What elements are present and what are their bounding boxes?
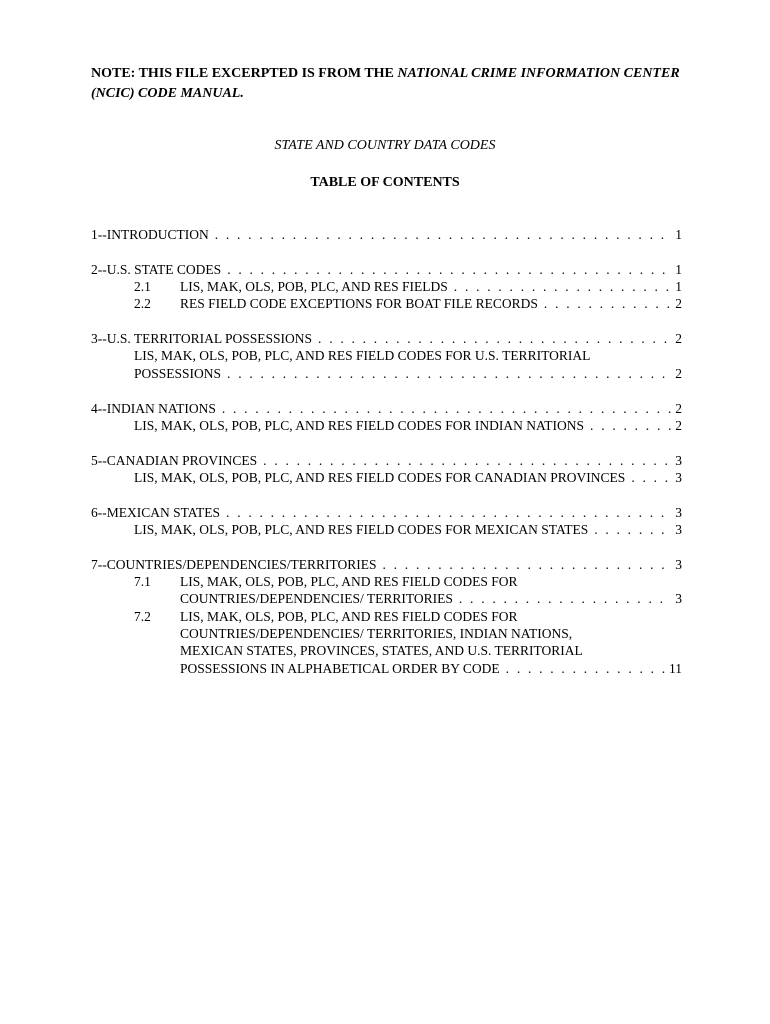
toc-subentry-title: COUNTRIES/DEPENDENCIES/ TERRITORIES — [180, 591, 453, 607]
toc-subentry-page: 3 — [675, 591, 682, 607]
toc-entry-page: 3 — [675, 504, 682, 520]
toc-subentry-page: 2 — [675, 417, 682, 433]
toc-subentry-page: 3 — [675, 469, 682, 485]
toc-entry-title: 3--U.S. TERRITORIAL POSSESSIONS — [91, 331, 313, 347]
toc-section-3 — [91, 330, 682, 382]
toc-subentry-page: 2 — [675, 296, 682, 312]
toc-entry-title: 4--INDIAN NATIONS — [91, 400, 216, 416]
dot-leader — [459, 590, 671, 607]
toc-subentry[interactable] — [91, 278, 682, 295]
dot-leader — [506, 660, 665, 677]
toc-subentry-line[interactable]: LIS, MAK, OLS, POB, PLC, AND RES FIELD CODES FOR U.S. TERRITORIAL — [134, 348, 591, 364]
toc-entry-page: 3 — [675, 452, 682, 468]
toc-subentry[interactable] — [91, 521, 682, 538]
toc-section-1 — [91, 226, 682, 243]
dot-leader — [383, 556, 672, 573]
toc-entry[interactable] — [91, 330, 682, 347]
dot-leader — [318, 330, 671, 347]
toc-entry[interactable] — [91, 226, 682, 243]
toc-section-6 — [91, 504, 682, 539]
toc-section-5 — [91, 452, 682, 487]
toc-entry[interactable] — [91, 452, 682, 469]
toc-subentry-line: LIS, MAK, OLS, POB, PLC, AND RES FIELD CODES FOR — [180, 574, 518, 590]
toc-entry-title: 6--MEXICAN STATES — [91, 504, 221, 520]
toc-entry-title: 1--INTRODUCTION — [91, 227, 209, 242]
toc-subentry-page: 1 — [675, 279, 682, 295]
toc-subentry-title: LIS, MAK, OLS, POB, PLC, AND RES FIELD CODES FOR MEXICAN STATES — [134, 522, 589, 538]
note-prefix: NOTE: THIS FILE EXCERPTED IS FROM THE — [91, 66, 398, 81]
toc-section-2 — [91, 261, 682, 313]
toc-entry-title: 5--CANADIAN PROVINCES — [91, 452, 258, 468]
toc-subentry-title: LIS, MAK, OLS, POB, PLC, AND RES FIELD CODES FOR CANADIAN PROVINCES — [134, 469, 626, 485]
toc-section-7 — [91, 556, 682, 677]
toc-subentry-line: MEXICAN STATES, PROVINCES, STATES, AND U.S. TERRITORIAL — [180, 643, 583, 659]
toc-subentry-number: 2.2 — [134, 296, 151, 312]
dot-leader — [594, 521, 671, 538]
table-of-contents — [91, 226, 682, 694]
dot-leader — [263, 452, 671, 469]
toc-entry-page: 1 — [675, 261, 682, 277]
toc-subentry[interactable] — [91, 417, 682, 434]
toc-entry-page: 1 — [675, 227, 682, 242]
toc-entry[interactable] — [91, 504, 682, 521]
dot-leader — [227, 365, 671, 382]
toc-subentry[interactable] — [91, 608, 682, 677]
toc-entry-page: 2 — [675, 400, 682, 416]
note-source-title: NATIONAL CRIME INFORMATION CENTER (NCIC) CODE MANUAL. — [91, 66, 680, 101]
toc-entry-title: 7--COUNTRIES/DEPENDENCIES/TERRITORIES — [91, 556, 377, 572]
dot-leader — [631, 469, 671, 486]
dot-leader — [590, 417, 671, 434]
toc-subentry-title: POSSESSIONS — [134, 365, 222, 381]
dot-leader — [222, 400, 671, 417]
toc-entry[interactable] — [91, 400, 682, 417]
toc-subentry-number: 2.1 — [134, 279, 151, 295]
toc-subentry-title: LIS, MAK, OLS, POB, PLC, AND RES FIELD CODES FOR INDIAN NATIONS — [134, 417, 585, 433]
dot-leader — [227, 261, 671, 278]
dot-leader — [215, 226, 672, 243]
toc-subentry[interactable] — [91, 295, 682, 312]
toc-subentry-number: 7.2 — [134, 608, 151, 624]
toc-heading: TABLE OF CONTENTS — [310, 175, 460, 190]
toc-subentry-line: LIS, MAK, OLS, POB, PLC, AND RES FIELD CODES FOR — [180, 608, 518, 624]
toc-entry-page: 2 — [675, 331, 682, 347]
toc-subentry-page: 11 — [669, 660, 682, 676]
toc-subentry-title: POSSESSIONS IN ALPHABETICAL ORDER BY CODE — [180, 660, 500, 676]
toc-subentry-page: 2 — [675, 365, 682, 381]
toc-subentry-number: 7.1 — [134, 574, 151, 590]
toc-subentry[interactable] — [91, 573, 682, 608]
toc-entry-page: 3 — [675, 556, 682, 572]
toc-subentry-page: 3 — [675, 522, 682, 538]
toc-entry[interactable] — [91, 556, 682, 573]
toc-subentry[interactable] — [91, 365, 682, 382]
dot-leader — [226, 504, 671, 521]
toc-entry-title: 2--U.S. STATE CODES — [91, 261, 222, 277]
dot-leader — [544, 295, 671, 312]
excerpt-note — [91, 64, 691, 104]
toc-subentry-title: RES FIELD CODE EXCEPTIONS FOR BOAT FILE RECORDS — [180, 296, 538, 312]
toc-subentry[interactable] — [91, 469, 682, 486]
toc-entry[interactable] — [91, 261, 682, 278]
toc-subentry-line: COUNTRIES/DEPENDENCIES/ TERRITORIES, INDIAN NATIONS, — [180, 626, 573, 642]
document-title: STATE AND COUNTRY DATA CODES — [274, 138, 496, 153]
toc-section-4 — [91, 400, 682, 435]
dot-leader — [454, 278, 671, 295]
toc-subentry-title: LIS, MAK, OLS, POB, PLC, AND RES FIELDS — [180, 279, 448, 295]
